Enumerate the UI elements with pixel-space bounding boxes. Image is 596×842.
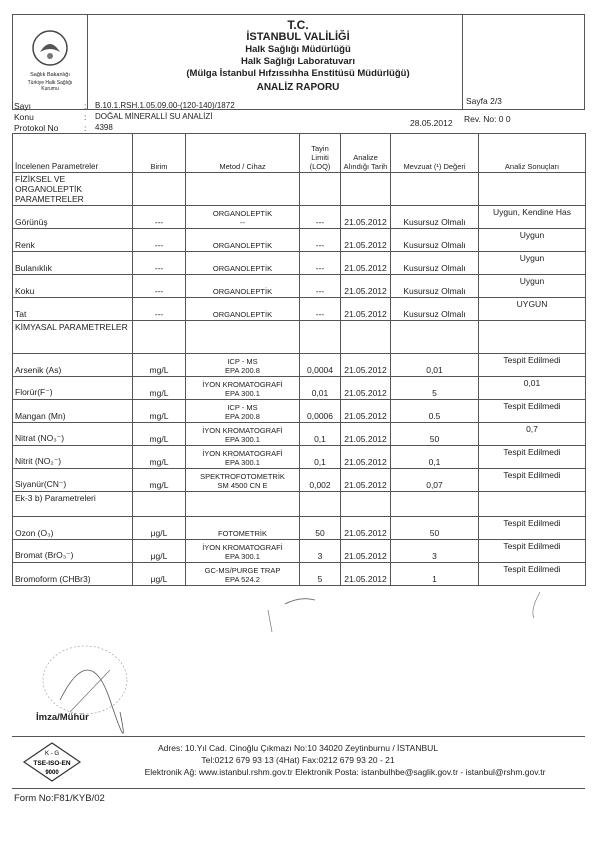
regulation-cell: Kusursuz Olmalı — [391, 275, 479, 298]
method-primary: GC-MS/PURGE TRAP — [204, 566, 281, 575]
unit-cell: --- — [133, 206, 186, 229]
method-primary: ORGANOLEPTİK — [212, 209, 273, 218]
loq-cell: --- — [300, 275, 341, 298]
method-cell — [186, 252, 300, 275]
param-cell: Bulanıklık — [13, 252, 133, 275]
regulation-cell: Kusursuz Olmalı — [391, 298, 479, 321]
regulation-cell: 0.5 — [391, 400, 479, 423]
sayi-label: Sayı — [14, 101, 32, 111]
unit-cell: mg/L — [133, 400, 186, 423]
method-cell — [186, 469, 300, 492]
protokol-colon: : — [84, 123, 87, 133]
result-cell: Tespit Edilmedi — [479, 563, 586, 586]
regulation-cell: 0,07 — [391, 469, 479, 492]
loq-cell: 5 — [300, 563, 341, 586]
result-cell: UYGUN — [479, 298, 586, 321]
header-tc: T.C. — [287, 18, 309, 32]
method-cell — [186, 229, 300, 252]
footer-phone: Tel:0212 679 93 13 (4Hat) Fax:0212 679 93 20 - 21 — [201, 755, 395, 765]
protokol-label: Protokol No — [14, 123, 59, 133]
regulation-cell: 50 — [391, 423, 479, 446]
report-date: 28.05.2012 — [410, 118, 453, 128]
page-number: Sayfa 2/3 — [466, 96, 502, 106]
unit-cell: mg/L — [133, 377, 186, 400]
method-primary: SPEKTROFOTOMETRİK — [200, 472, 285, 481]
date-cell: 21.05.2012 — [341, 423, 391, 446]
result-cell: Tespit Edilmedi — [479, 446, 586, 469]
header-directorate: Halk Sağlığı Müdürlüğü — [245, 44, 351, 55]
param-cell: Bromoform (CHBr3) — [13, 563, 133, 586]
method-standard: SM 4500 CN E — [217, 481, 268, 490]
konu-value: DOĞAL MİNERALLİ SU ANALİZİ — [95, 112, 213, 121]
param-cell: Tat — [13, 298, 133, 321]
unit-cell: μg/L — [133, 563, 186, 586]
date-cell: 21.05.2012 — [341, 298, 391, 321]
konu-label: Konu — [14, 112, 34, 122]
method-cell — [186, 206, 300, 229]
method-primary: ICP - MS — [227, 357, 258, 366]
method-primary: ORGANOLEPTİK — [212, 241, 273, 250]
col-header-result: Analiz Sonuçları — [479, 134, 586, 173]
section-row-ek3 — [13, 492, 586, 517]
table-row — [13, 275, 586, 298]
method-cell — [186, 275, 300, 298]
header-laboratory: Halk Sağlığı Laboratuvarı — [240, 56, 356, 67]
date-cell: 21.05.2012 — [341, 446, 391, 469]
method-cell — [186, 354, 300, 377]
result-cell: Tespit Edilmedi — [479, 517, 586, 540]
unit-cell: --- — [133, 275, 186, 298]
regulation-cell: 1 — [391, 563, 479, 586]
date-cell: 21.05.2012 — [341, 400, 391, 423]
method-cell — [186, 563, 300, 586]
logo-text-kurumu: Kurumu — [41, 86, 59, 92]
signature-label: İmza/Mühür — [36, 712, 89, 723]
loq-cell: 3 — [300, 540, 341, 563]
loq-cell: --- — [300, 298, 341, 321]
method-primary: ICP - MS — [227, 403, 258, 412]
method-primary: İYON KROMATOGRAFİ — [202, 449, 283, 458]
param-cell: Koku — [13, 275, 133, 298]
col-header-regulation: Mevzuat (¹) Değeri — [391, 134, 479, 173]
method-cell — [186, 400, 300, 423]
loq-cell: --- — [300, 252, 341, 275]
date-cell: 21.05.2012 — [341, 354, 391, 377]
date-cell: 21.05.2012 — [341, 469, 391, 492]
table-row — [13, 298, 586, 321]
tse-top-text: K - G — [44, 751, 60, 757]
section-row-chemical — [13, 321, 586, 354]
date-cell: 21.05.2012 — [341, 275, 391, 298]
header-former-institute: (Mülga İstanbul Hıfzıssıhha Enstitüsü Müdürlüğü) — [186, 68, 410, 79]
page-title: ANALİZ RAPORU — [256, 82, 340, 93]
unit-cell: μg/L — [133, 540, 186, 563]
analysis-table — [12, 133, 586, 586]
date-cell: 21.05.2012 — [341, 252, 391, 275]
footer-web: Elektronik Ağ: www.istanbul.rshm.gov.tr Elektronik Posta: istanbulhbe@saglik.gov.tr - istanbul@rshm.gov.tr — [144, 767, 546, 777]
regulation-cell: Kusursuz Olmalı — [391, 206, 479, 229]
method-standard: EPA 300.1 — [225, 458, 260, 467]
result-cell: Tespit Edilmedi — [479, 354, 586, 377]
table-header-row — [13, 134, 586, 173]
col-header-method: Metod / Cihaz — [186, 134, 300, 173]
footer-divider — [12, 736, 585, 737]
method-standard: -- — [240, 218, 245, 227]
unit-cell: mg/L — [133, 446, 186, 469]
konu-colon: : — [84, 112, 87, 122]
method-cell — [186, 540, 300, 563]
col-header-date: Analize Alındığı Tarih — [341, 134, 391, 173]
method-standard: EPA 300.1 — [225, 435, 260, 444]
result-cell: Uygun — [479, 275, 586, 298]
regulation-cell: 50 — [391, 517, 479, 540]
section-row-chemical-label: KİMYASAL PARAMETRELER — [13, 321, 133, 354]
method-standard: EPA 200.8 — [225, 366, 260, 375]
regulation-cell: Kusursuz Olmalı — [391, 252, 479, 275]
table-row — [13, 540, 586, 563]
unit-cell: --- — [133, 252, 186, 275]
header-governorship: İSTANBUL VALİLİĞİ — [246, 31, 350, 43]
table-row — [13, 229, 586, 252]
table-row — [13, 517, 586, 540]
table-row — [13, 400, 586, 423]
param-cell: Arsenik (As) — [13, 354, 133, 377]
date-cell: 21.05.2012 — [341, 540, 391, 563]
result-cell: 0,7 — [479, 423, 586, 446]
revision-number: Rev. No: 0 0 — [464, 114, 511, 124]
result-cell: Tespit Edilmedi — [479, 540, 586, 563]
tse-bottom-text: 9000 — [45, 770, 59, 776]
logo-text-ministry: Sağlık Bakanlığı — [30, 72, 70, 78]
method-primary: İYON KROMATOGRAFİ — [202, 426, 283, 435]
loq-cell: --- — [300, 206, 341, 229]
param-cell: Bromat (BrO₃⁻) — [13, 540, 133, 563]
table-row — [13, 252, 586, 275]
result-cell: Uygun — [479, 229, 586, 252]
method-primary: ORGANOLEPTİK — [212, 310, 273, 319]
date-cell: 21.05.2012 — [341, 206, 391, 229]
result-cell: Tespit Edilmedi — [479, 400, 586, 423]
table-row — [13, 469, 586, 492]
method-standard: EPA 300.1 — [225, 552, 260, 561]
result-cell: Uygun — [479, 252, 586, 275]
param-cell: Mangan (Mn) — [13, 400, 133, 423]
regulation-cell: Kusursuz Olmalı — [391, 229, 479, 252]
col-header-loq: Tayin Limiti (LOQ) — [300, 134, 341, 173]
col-header-unit: Birim — [133, 134, 186, 173]
result-cell: 0,01 — [479, 377, 586, 400]
method-cell — [186, 446, 300, 469]
param-cell: Florür(F⁻) — [13, 377, 133, 400]
param-cell: Ozon (O₃) — [13, 517, 133, 540]
date-cell: 21.05.2012 — [341, 563, 391, 586]
param-cell: Görünüş — [13, 206, 133, 229]
unit-cell: mg/L — [133, 354, 186, 377]
unit-cell: mg/L — [133, 423, 186, 446]
unit-cell: mg/L — [133, 469, 186, 492]
method-primary: ORGANOLEPTİK — [212, 287, 273, 296]
loq-cell: 0,01 — [300, 377, 341, 400]
date-cell: 21.05.2012 — [341, 229, 391, 252]
loq-cell: 0,0004 — [300, 354, 341, 377]
loq-cell: 0,0006 — [300, 400, 341, 423]
date-cell: 21.05.2012 — [341, 377, 391, 400]
protokol-value: 4398 — [95, 123, 113, 132]
method-primary: FOTOMETRİK — [217, 529, 268, 538]
table-row — [13, 206, 586, 229]
param-cell: Siyanür(CN⁻) — [13, 469, 133, 492]
col-header-param: İncelenen Parametreler — [13, 134, 133, 173]
form-number: Form No:F81/KYB/02 — [14, 793, 105, 804]
section-row-ek3-label: Ek-3 b) Parametreleri — [13, 492, 133, 517]
section-row-physical — [13, 173, 586, 206]
param-cell: Nitrat (NO₃⁻) — [13, 423, 133, 446]
method-cell — [186, 423, 300, 446]
sayi-value: B.10.1.RSH.1.05.09.00-(120-140)/1872 — [95, 101, 235, 110]
sayi-colon: : — [84, 101, 87, 111]
loq-cell: 50 — [300, 517, 341, 540]
method-cell — [186, 298, 300, 321]
table-row — [13, 377, 586, 400]
unit-cell: μg/L — [133, 517, 186, 540]
result-cell: Uygun, Kendine Has — [479, 206, 586, 229]
loq-cell: 0,1 — [300, 423, 341, 446]
regulation-cell: 0,01 — [391, 354, 479, 377]
method-standard: EPA 200.8 — [225, 412, 260, 421]
unit-cell: --- — [133, 229, 186, 252]
table-row — [13, 354, 586, 377]
regulation-cell: 3 — [391, 540, 479, 563]
regulation-cell: 0,1 — [391, 446, 479, 469]
date-cell: 21.05.2012 — [341, 517, 391, 540]
result-cell: Tespit Edilmedi — [479, 469, 586, 492]
tse-mid-text: TSE-ISO-EN — [33, 760, 71, 767]
method-standard: EPA 300.1 — [225, 389, 260, 398]
method-primary: İYON KROMATOGRAFİ — [202, 380, 283, 389]
loq-cell: --- — [300, 229, 341, 252]
table-row — [13, 423, 586, 446]
table-row — [13, 446, 586, 469]
param-cell: Nitrit (NO₂⁻) — [13, 446, 133, 469]
loq-cell: 0,002 — [300, 469, 341, 492]
method-primary: ORGANOLEPTİK — [212, 264, 273, 273]
table-row — [13, 563, 586, 586]
form-divider — [12, 788, 585, 789]
method-standard: EPA 524.2 — [225, 575, 260, 584]
method-cell — [186, 377, 300, 400]
regulation-cell: 5 — [391, 377, 479, 400]
section-physical-label: FİZİKSEL VE ORGANOLEPTİK PARAMETRELER — [13, 173, 133, 206]
method-cell — [186, 517, 300, 540]
method-primary: İYON KROMATOGRAFİ — [202, 543, 283, 552]
param-cell: Renk — [13, 229, 133, 252]
logo-text-institution: Türkiye Halk Sağlığı — [27, 80, 73, 86]
unit-cell: --- — [133, 298, 186, 321]
footer-address: Adres: 10.Yıl Cad. Cinoğlu Çıkmazı No:10 34020 Zeytinburnu / İSTANBUL — [157, 743, 438, 753]
loq-cell: 0,1 — [300, 446, 341, 469]
